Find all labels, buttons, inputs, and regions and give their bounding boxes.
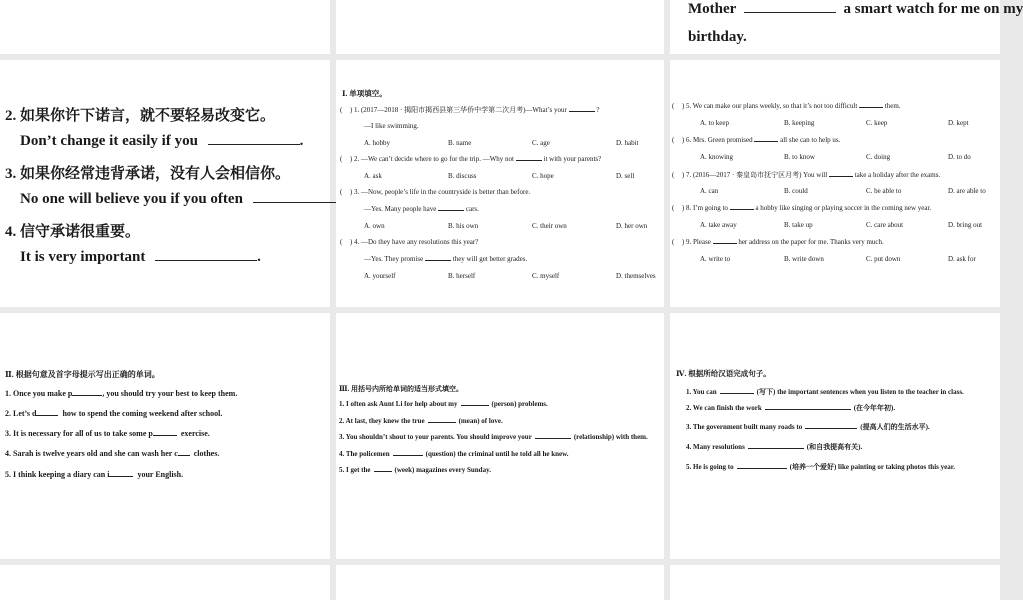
slide-top-right xyxy=(670,0,1023,54)
section-title-text: Ⅰ. 单项填空。 xyxy=(342,89,387,98)
section-2-item-3 xyxy=(5,429,210,438)
option-b[interactable]: B. discuss xyxy=(448,172,477,180)
answer-blank[interactable] xyxy=(748,448,804,449)
option-a[interactable]: A. write to xyxy=(700,255,731,263)
answer-blank[interactable] xyxy=(569,111,595,112)
option-a[interactable]: A. take away xyxy=(700,221,737,229)
question-7 xyxy=(672,170,940,180)
option-c[interactable]: C. put down xyxy=(866,255,901,263)
option-a[interactable]: A. knowing xyxy=(700,153,734,161)
answer-blank[interactable] xyxy=(72,395,102,396)
option-b[interactable]: B. herself xyxy=(448,272,476,280)
question-9 xyxy=(672,238,884,246)
slide-section-4 xyxy=(670,313,1000,559)
option-c[interactable]: C. their own xyxy=(532,222,567,230)
answer-blank[interactable] xyxy=(253,202,345,203)
answer-blank[interactable] xyxy=(535,438,571,439)
period: . xyxy=(257,249,261,265)
option-a[interactable]: A. can xyxy=(700,187,719,195)
question-stem: them. xyxy=(884,102,901,110)
answer-blank[interactable] xyxy=(208,144,300,145)
answer-blank[interactable] xyxy=(713,243,737,244)
item-text: 4. Many resolutions xyxy=(686,443,745,451)
answer-blank[interactable] xyxy=(428,422,456,423)
section-2-item-5 xyxy=(5,470,183,479)
answer-blank[interactable] xyxy=(737,468,787,469)
section-3-item-4 xyxy=(339,450,569,458)
option-d[interactable]: D. bring out xyxy=(948,221,983,229)
section-4-title xyxy=(676,368,771,379)
answer-blank[interactable] xyxy=(178,455,190,456)
answer-blank[interactable] xyxy=(461,405,489,406)
answer-paren[interactable]: ) xyxy=(681,238,685,246)
section-3-item-2 xyxy=(339,417,503,425)
question-stem: they will get better grades. xyxy=(452,255,528,263)
question-5 xyxy=(672,102,901,110)
answer-blank[interactable] xyxy=(730,209,754,210)
answer-blank[interactable] xyxy=(109,476,133,477)
item-text: It is very important xyxy=(20,249,146,265)
answer-paren[interactable]: ( xyxy=(672,238,675,246)
item-text: (relationship) with them. xyxy=(573,433,648,441)
item-text: 3. The government built many roads to xyxy=(686,423,803,431)
answer-paren[interactable]: ) xyxy=(681,171,685,179)
question-stem: 4. —Do they have any resolutions this year? xyxy=(353,238,479,246)
item-text: 5. I get the xyxy=(339,466,371,474)
option-c[interactable]: C. age xyxy=(532,139,550,147)
question-stem: all she can to help us. xyxy=(780,136,841,144)
option-a[interactable]: A. yourself xyxy=(364,272,396,280)
option-b[interactable]: B. take up xyxy=(784,221,813,229)
item-text: exercise. xyxy=(180,429,210,438)
question-4 xyxy=(340,238,478,246)
question-1 xyxy=(340,105,599,115)
answer-paren[interactable]: ) xyxy=(681,102,685,110)
option-d[interactable]: D. kept xyxy=(948,119,969,127)
slide-section-3 xyxy=(336,313,664,559)
answer-paren[interactable]: ) xyxy=(349,238,353,246)
option-d[interactable]: D. sell xyxy=(616,172,635,180)
sentence-text: Mother xyxy=(688,1,737,17)
item-text: 5. He is going to xyxy=(686,463,734,471)
item-text: 3. It is necessary for all of us to take some p xyxy=(5,429,153,438)
item-2-english xyxy=(20,133,303,150)
item-text: (写下) the important sentences when you listen to the teacher in class. xyxy=(756,388,964,396)
question-1-line-2 xyxy=(364,122,419,130)
option-c[interactable]: C. keep xyxy=(866,119,888,127)
option-d[interactable]: D. are able to xyxy=(948,187,986,195)
option-a[interactable]: A. hobby xyxy=(364,139,391,147)
item-text: , you should try your best to keep them. xyxy=(102,389,238,398)
answer-blank[interactable] xyxy=(438,210,464,211)
section-title-text: Ⅲ. 用括号内所给单词的适当形式填空。 xyxy=(339,385,464,393)
section-4-item-5 xyxy=(686,462,955,472)
item-text: 4. The policemen xyxy=(339,450,390,458)
option-d[interactable]: D. ask for xyxy=(948,255,976,263)
question-4-line-2 xyxy=(364,255,527,263)
sentence-text: birthday. xyxy=(688,29,747,45)
item-text: 1. Once you make p xyxy=(5,389,73,398)
option-b[interactable]: B. keeping xyxy=(784,119,815,127)
question-stem: 6. Mrs. Green promised xyxy=(685,136,753,144)
item-4-chinese xyxy=(5,220,140,241)
item-text: (mean) of love. xyxy=(458,417,503,425)
answer-paren[interactable]: ( xyxy=(340,238,343,246)
item-2-chinese xyxy=(5,104,275,125)
option-d[interactable]: D. habit xyxy=(616,139,639,147)
item-text: (提高人们的生活水平). xyxy=(860,423,930,431)
item-text: 4. 信守承诺很重要。 xyxy=(5,224,141,240)
option-d[interactable]: D. her own xyxy=(616,222,648,230)
item-3-english xyxy=(20,191,348,208)
question-3-line-2 xyxy=(364,205,479,213)
question-stem: 7. (2016—2017 · 秦皇岛市抚宁区月考) You will xyxy=(685,171,828,179)
section-4-item-3 xyxy=(686,422,930,432)
question-stem: 9. Please xyxy=(685,238,711,246)
item-text: (在今年年初). xyxy=(853,404,896,412)
answer-paren[interactable]: ( xyxy=(672,136,675,144)
item-text: (week) magazines every Sunday. xyxy=(394,466,491,474)
item-text: (培养一个爱好) like painting or taking photos this year. xyxy=(789,463,955,471)
option-b[interactable]: B. his own xyxy=(448,222,479,230)
answer-paren[interactable]: ) xyxy=(349,106,353,114)
option-c[interactable]: C. be able to xyxy=(866,187,902,195)
option-b[interactable]: B. could xyxy=(784,187,808,195)
section-2-item-2 xyxy=(5,409,222,418)
item-text: 5. I think keeping a diary can i xyxy=(5,470,110,479)
question-6 xyxy=(672,136,840,144)
option-d[interactable]: D. themselves xyxy=(616,272,656,280)
answer-blank[interactable] xyxy=(829,176,853,177)
item-text: No one will believe you if you often xyxy=(20,191,243,207)
item-text: clothes. xyxy=(193,449,220,458)
item-text: 2. At last, they knew the true xyxy=(339,417,425,425)
question-stem: ? xyxy=(596,106,600,114)
question-stem: —I like swimming. xyxy=(364,122,419,130)
answer-paren[interactable]: ) xyxy=(681,204,685,212)
item-text: (person) problems. xyxy=(491,400,548,408)
item-text: (和自我提高有关). xyxy=(806,443,863,451)
answer-blank[interactable] xyxy=(425,260,451,261)
option-b[interactable]: B. write down xyxy=(784,255,824,263)
period: . xyxy=(299,133,304,149)
section-3-item-3 xyxy=(339,433,648,441)
question-stem: —Yes. They promise xyxy=(364,255,424,263)
slide-bottom-middle xyxy=(336,565,664,600)
slide-bottom-right xyxy=(670,565,1000,600)
option-a[interactable]: A. own xyxy=(364,222,385,230)
answer-paren[interactable]: ( xyxy=(340,155,343,163)
question-stem: 3. —Now, people’s life in the countryside is better than before. xyxy=(353,188,531,196)
sentence-line-1 xyxy=(688,1,1023,18)
item-text: your English. xyxy=(137,470,184,479)
question-stem: a hobby like singing or playing soccer in the coming new year. xyxy=(755,204,932,212)
item-text: 2. 如果你许下诺言，就不要轻易改变它。 xyxy=(5,108,276,124)
option-c[interactable]: C. hope xyxy=(532,172,554,180)
section-4-item-4 xyxy=(686,442,862,452)
item-3-chinese xyxy=(5,162,290,183)
item-text: 3. 如果你经常违背承诺，没有人会相信你。 xyxy=(5,166,291,182)
question-stem: 8. I’m going to xyxy=(685,204,728,212)
slide-translation xyxy=(0,60,330,307)
option-b[interactable]: B. to know xyxy=(784,153,815,161)
answer-blank[interactable] xyxy=(765,409,851,410)
answer-paren[interactable]: ( xyxy=(672,171,675,179)
section-title-text: Ⅱ. 根据句意及首字母提示写出正确的单词。 xyxy=(5,370,160,379)
question-stem: it with your parents? xyxy=(543,155,602,163)
section-title-text: Ⅳ. 根据所给汉语完成句子。 xyxy=(676,369,771,378)
slide-top-middle xyxy=(336,0,664,54)
item-text: 3. You shouldn’t shout to your parents. You should improve your xyxy=(339,433,532,441)
answer-paren[interactable]: ) xyxy=(349,188,353,196)
slide-section-2 xyxy=(0,313,330,559)
question-stem: take a holiday after the exams. xyxy=(854,171,941,179)
answer-paren[interactable]: ( xyxy=(672,204,675,212)
option-d[interactable]: D. to do xyxy=(948,153,971,161)
answer-paren[interactable]: ( xyxy=(340,106,343,114)
answer-blank[interactable] xyxy=(754,141,778,142)
slide-multiple-choice-a xyxy=(336,60,664,307)
answer-blank[interactable] xyxy=(720,393,754,394)
answer-paren[interactable]: ( xyxy=(340,188,343,196)
item-text: how to spend the coming weekend after school. xyxy=(62,409,223,418)
item-text: (question) the criminal until he told all he knew. xyxy=(425,450,569,458)
section-4-item-2 xyxy=(686,403,895,413)
answer-blank[interactable] xyxy=(36,415,58,416)
question-stem: her address on the paper for me. Thanks very much. xyxy=(738,238,884,246)
slide-multiple-choice-b xyxy=(670,60,1000,307)
slide-bottom-left xyxy=(0,565,330,600)
answer-blank[interactable] xyxy=(374,471,392,472)
option-b[interactable]: B. name xyxy=(448,139,472,147)
item-text: Don’t change it easily if you xyxy=(20,133,198,149)
answer-blank[interactable] xyxy=(153,435,177,436)
section-4-item-1 xyxy=(686,387,964,397)
question-stem: 5. We can make our plans weekly, so that it’s not too difficult xyxy=(685,102,858,110)
option-c[interactable]: C. myself xyxy=(532,272,560,280)
answer-paren[interactable]: ) xyxy=(349,155,353,163)
section-3-item-1 xyxy=(339,400,548,408)
question-8 xyxy=(672,204,931,212)
answer-blank[interactable] xyxy=(805,428,857,429)
answer-blank[interactable] xyxy=(155,260,257,261)
option-c[interactable]: C. care about xyxy=(866,221,904,229)
section-2-item-1 xyxy=(5,389,237,398)
section-3-item-5 xyxy=(339,466,491,474)
question-stem: 1. (2017—2018 · 揭阳市揭西县第三华侨中学第二次月考)—What’s your xyxy=(353,106,567,114)
answer-blank[interactable] xyxy=(859,107,883,108)
sentence-line-2 xyxy=(688,29,747,46)
item-text: 1. I often ask Aunt Li for help about my xyxy=(339,400,458,408)
item-text: 2. We can finish the work xyxy=(686,404,762,412)
answer-paren[interactable]: ( xyxy=(672,102,675,110)
item-text: 1. You can xyxy=(686,388,717,396)
answer-blank[interactable] xyxy=(516,160,542,161)
answer-blank[interactable] xyxy=(744,12,836,13)
option-a[interactable]: A. to keep xyxy=(700,119,729,127)
question-2 xyxy=(340,155,601,163)
section-2-title xyxy=(5,369,160,380)
question-stem: 2. —We can’t decide where to go for the trip. —Why not xyxy=(353,155,515,163)
section-3-title xyxy=(339,384,463,394)
item-4-english xyxy=(20,249,261,266)
item-text: 2. Let’s d xyxy=(5,409,37,418)
sentence-text: a smart watch for me on my xyxy=(843,1,1023,17)
option-c[interactable]: C. doing xyxy=(866,153,891,161)
question-stem: cars. xyxy=(465,205,479,213)
section-2-item-4 xyxy=(5,449,219,458)
answer-paren[interactable]: ) xyxy=(681,136,685,144)
answer-blank[interactable] xyxy=(393,455,423,456)
section-1-title xyxy=(342,88,387,99)
option-a[interactable]: A. ask xyxy=(364,172,382,180)
question-stem: —Yes. Many people have xyxy=(364,205,437,213)
item-text: 4. Sarah is twelve years old and she can wash her c xyxy=(5,449,178,458)
question-3 xyxy=(340,188,530,196)
slide-top-left xyxy=(0,0,330,54)
